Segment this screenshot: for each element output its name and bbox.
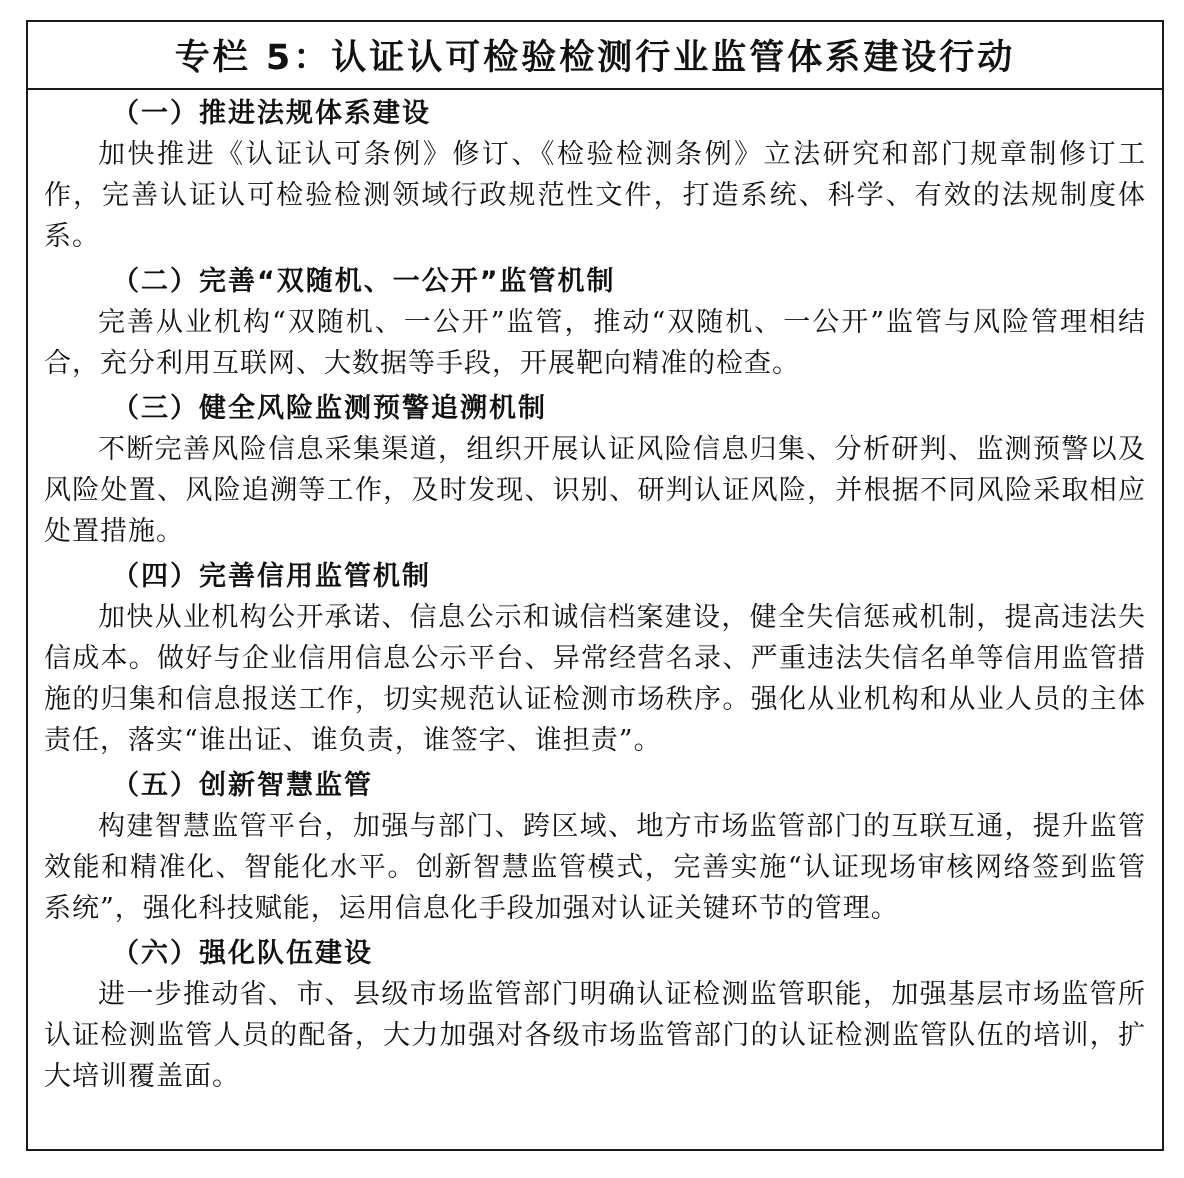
section-body-3: 不断完善风险信息采集渠道，组织开展认证风险信息归集、分析研判、监测预警以及风险处置、风险追溯等工作，及时发现、识别、研判认证风险，并根据不同风险采取相应处置措施。 [44, 434, 1146, 547]
section-heading-5: （五）创新智慧监管 [112, 770, 373, 801]
title-bar [28, 22, 1162, 90]
column-box [26, 20, 1164, 1151]
section-body-1: 加快推进《认证认可条例》修订、《检验检测条例》立法研究和部门规章制修订工作，完善认证认可检验检测领域行政规范性文件，打造系统、科学、有效的法规制度体系。 [44, 139, 1146, 252]
section-heading-1: （一）推进法规体系建设 [112, 98, 431, 129]
section-heading-4: （四）完善信用监管机制 [112, 561, 431, 592]
section-body-5: 构建智慧监管平台，加强与部门、跨区域、地方市场监管部门的互联互通，提升监管效能和精准化、智能化水平。创新智慧监管模式，完善实施“认证现场审核网络签到监管系统”，强化科技赋能，运用信息化手段加强对认证关键环节的管理。 [44, 811, 1146, 924]
column-content [28, 90, 1162, 1097]
section-body-6: 进一步推动省、市、县级市场监管部门明确认证检测监管职能，加强基层市场监管所认证检测监管人员的配备，大力加强对各级市场监管部门的认证检测监管队伍的培训，扩大培训覆盖面。 [44, 979, 1146, 1092]
section-body-2: 完善从业机构“双随机、一公开”监管，推动“双随机、一公开”监管与风险管理相结合，充分利用互联网、大数据等手段，开展靶向精准的检查。 [44, 307, 1146, 379]
column-title: 专栏 5：认证认可检验检测行业监管体系建设行动 [174, 38, 1016, 78]
section-heading-2: （二）完善“双随机、一公开”监管机制 [112, 266, 616, 297]
section-body-4: 加快从业机构公开承诺、信息公示和诚信档案建设，健全失信惩戒机制，提高违法失信成本。做好与企业信用信息公示平台、异常经营名录、严重违法失信名单等信用监管措施的归集和信息报送工作，切实规范认证检测市场秩序。强化从业机构和从业人员的主体责任，落实“谁出证、谁负责，谁签字、谁担责”。 [44, 602, 1146, 756]
section-heading-6: （六）强化队伍建设 [112, 938, 373, 969]
section-heading-3: （三）健全风险监测预警追溯机制 [112, 393, 547, 424]
